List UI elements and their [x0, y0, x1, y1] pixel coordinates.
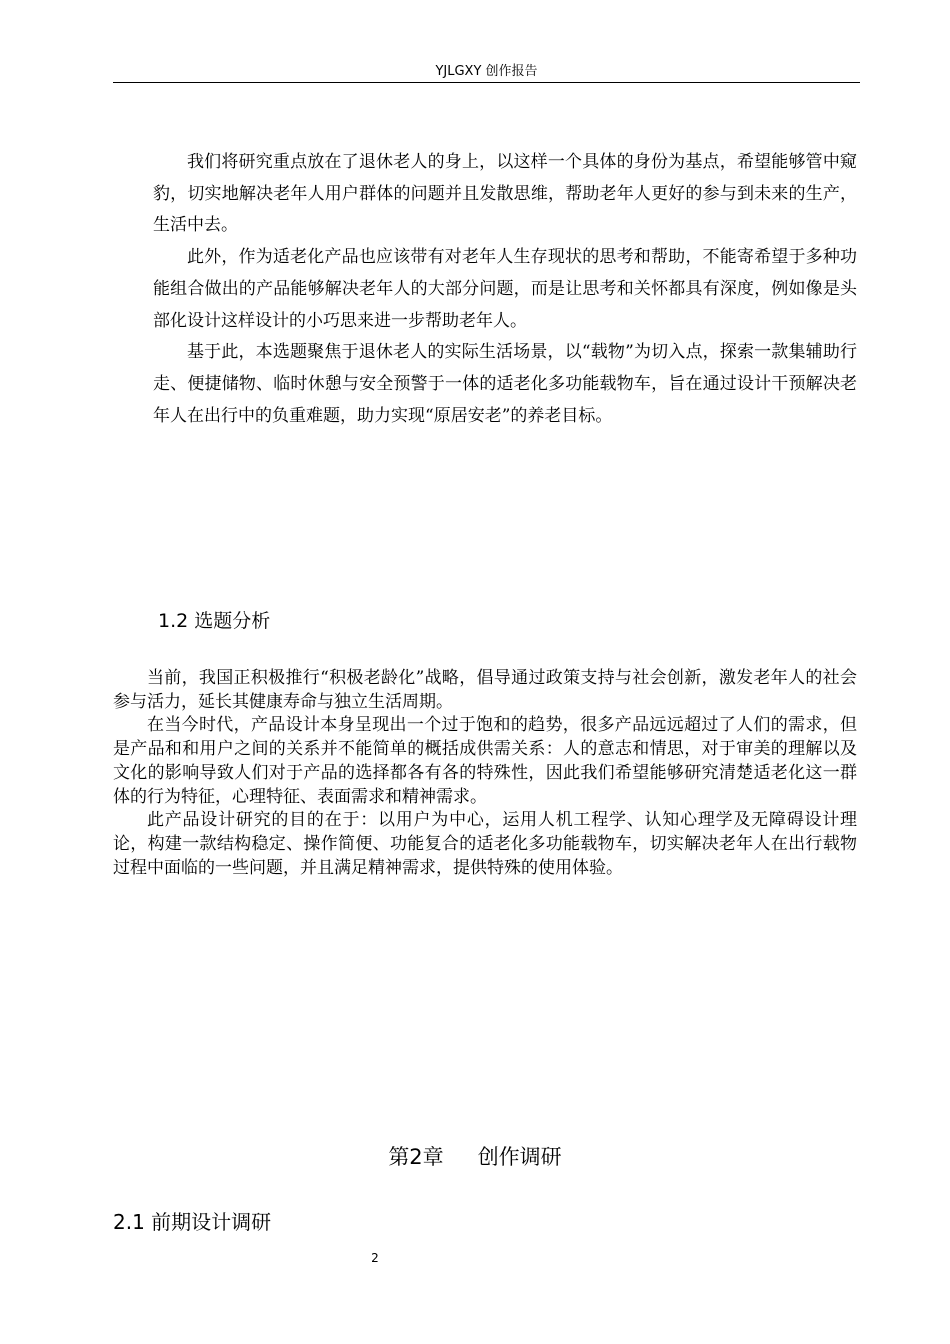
intro-text-block [153, 147, 857, 432]
analysis-text-block [113, 667, 857, 880]
chapter-number: 第2章 [388, 1145, 444, 1169]
intro-paragraph: 基于此，本选题聚焦于退休老人的实际生活场景，以“载物”为切入点，探索一款集辅助行走、便捷储物、临时休憩与安全预警于一体的适老化多功能载物车，旨在通过设计干预解决老年人在出行中的负重难题，助力实现“原居安老”的养老目标。 [153, 342, 857, 426]
intro-paragraph: 此外，作为适老化产品也应该带有对老年人生存现状的思考和帮助，不能寄希望于多种功能组合做出的产品能够解决老年人的大部分问题，而是让思考和关怀都具有深度，例如像是头部化设计这样设计的小巧思来进一步帮助老年人。 [153, 247, 857, 331]
analysis-paragraph: 在当今时代，产品设计本身呈现出一个过于饱和的趋势，很多产品远远超过了人们的需求，但是产品和和用户之间的关系并不能简单的概括成供需关系：人的意志和情思，对于审美的理解以及文化的影响导致人们对于产品的选择都各有各的特殊性，因此我们希望能够研究清楚适老化这一群体的行为特征，心理特征、表面需求和精神需求。 [113, 715, 857, 807]
chapter-heading [0, 1141, 950, 1173]
section-heading-1-2: 1.2 选题分析 [158, 610, 271, 632]
chapter-title: 创作调研 [477, 1145, 562, 1169]
analysis-paragraph: 当前，我国正积极推行“积极老龄化”战略，倡导通过政策支持与社会创新，激发老年人的社会参与活力，延长其健康寿命与独立生活周期。 [113, 668, 857, 712]
header-divider [113, 82, 860, 83]
page-number: 2 [371, 1251, 379, 1265]
intro-paragraph: 我们将研究重点放在了退休老人的身上，以这样一个具体的身份为基点，希望能够管中窥豹，切实地解决老年人用户群体的问题并且发散思维，帮助老年人更好的参与到未来的生产，生活中去。 [153, 152, 857, 236]
section-heading-2-1: 2.1 前期设计调研 [113, 1210, 272, 1234]
page-header: YJLGXY 创作报告 [435, 64, 538, 79]
analysis-paragraph: 此产品设计研究的目的在于：以用户为中心，运用人机工程学、认知心理学及无障碍设计理论，构建一款结构稳定、操作简便、功能复合的适老化多功能载物车，切实解决老年人在出行载物过程中面临的一些问题，并且满足精神需求，提供特殊的使用体验。 [113, 810, 857, 878]
